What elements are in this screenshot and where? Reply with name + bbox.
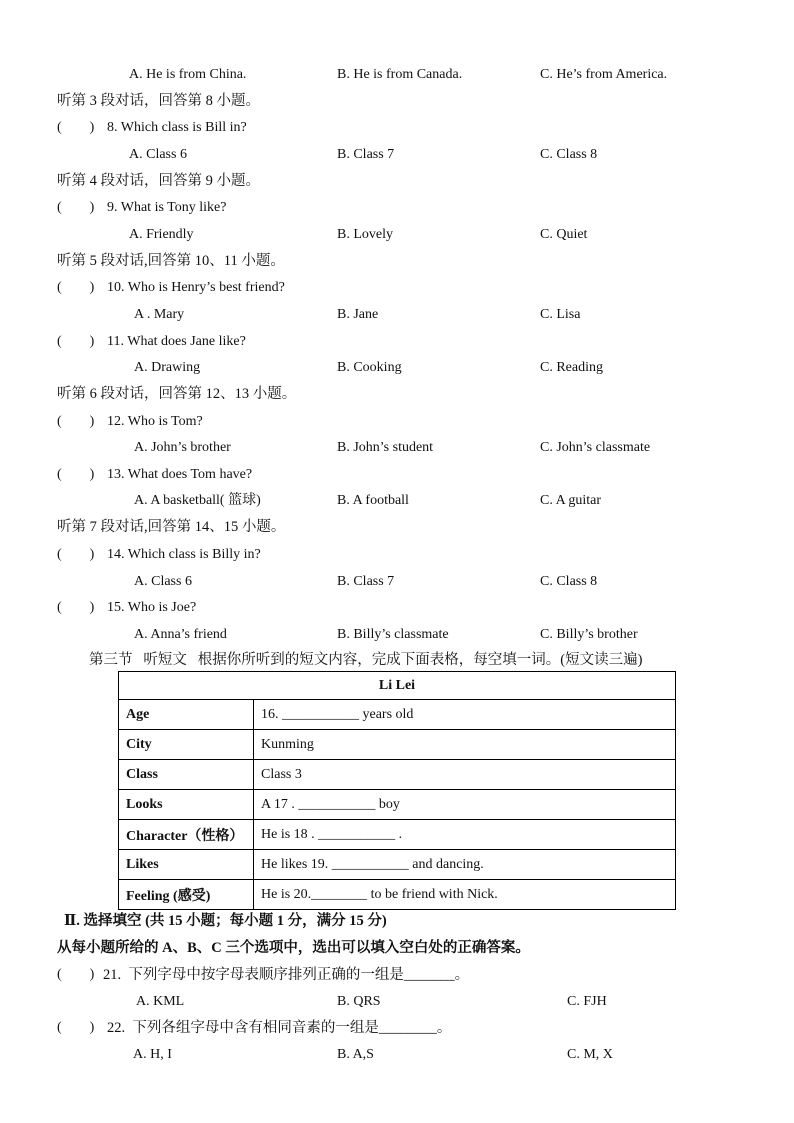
row-key: Class [119,760,254,790]
option-a: A. Friendly [129,227,194,242]
answer-blank: ( ) [57,967,95,982]
question-text: 14. Which class is Billy in? [107,547,261,562]
option-b: B. A football [337,493,409,508]
row-value: He is 20.________ to be friend with Nick. [254,880,676,910]
option-c: C. M, X [567,1047,613,1062]
question-text: 8. Which class is Bill in? [107,120,247,135]
table-row [119,790,676,820]
table-header: Li Lei [119,672,676,700]
option-a: A. John’s brother [134,440,231,455]
row-key: Character（性格） [119,820,254,850]
answer-blank: ( ) [57,120,95,135]
section-heading: 听第 6 段对话，回答第 12、13 小题。 [57,386,297,402]
option-b: B. Cooking [337,360,402,375]
option-b: B. Jane [337,307,379,322]
section-heading: 听第 5 段对话,回答第 10、11 小题。 [57,253,285,269]
answer-blank: ( ) [57,334,95,349]
answer-blank: ( ) [57,547,95,562]
option-c: C. A guitar [540,493,602,508]
option-c: C. Quiet [540,227,588,242]
question-text: 10. Who is Henry’s best friend? [107,280,285,295]
row-key: Feeling (感受) [119,880,254,910]
option-b: B. A,S [337,1047,374,1062]
option-c: C. John’s classmate [540,440,651,455]
option-c: C. Class 8 [540,574,598,589]
question-text: 15. Who is Joe? [107,600,197,615]
option-a: A. H, I [133,1047,172,1062]
table-row [119,760,676,790]
option-a: A. Drawing [134,360,201,375]
option-c: C. Billy’s brother [540,627,638,642]
row-value: Kunming [254,730,676,760]
option-b: B. Billy’s classmate [337,627,449,642]
q7-option-b: B. He is from Canada. [337,67,463,82]
question-text: 9. What is Tony like? [107,200,227,215]
option-b: B. Class 7 [337,147,395,162]
answer-blank: ( ) [57,600,95,615]
row-value: Class 3 [254,760,676,790]
section-heading: 听第 4 段对话，回答第 9 小题。 [57,173,260,189]
table-row [119,850,676,880]
row-value: He is 18 . ___________ . [254,820,676,850]
row-value: A 17 . ___________ boy [254,790,676,820]
option-a: A. Class 6 [134,574,192,589]
q7-option-a: A. He is from China. [129,67,247,82]
question-text: 11. What does Jane like? [107,334,246,349]
answer-blank: ( ) [57,280,95,295]
option-a: A. Class 6 [129,147,187,162]
question-text: 12. Who is Tom? [107,414,203,429]
answer-blank: ( ) [57,1020,95,1035]
option-c: C. Class 8 [540,147,598,162]
table-row [119,880,676,910]
answer-blank: ( ) [57,200,95,215]
question-text: 21. 下列字母中按字母表顺序排列正确的一组是_______。 [103,967,470,983]
option-b: B. John’s student [337,440,434,455]
section-heading: 听第 7 段对话,回答第 14、15 小题。 [57,519,286,535]
option-a: A. KML [136,994,185,1009]
option-a: A . Mary [134,307,185,322]
row-key: Looks [119,790,254,820]
option-c: C. Reading [540,360,603,375]
table-row [119,730,676,760]
option-b: B. QRS [337,994,381,1009]
section-heading: 听第 3 段对话，回答第 8 小题。 [57,93,260,109]
info-table [118,671,676,910]
part3-title: 第三节 听短文 根据你所听到的短文内容，完成下面表格，每空填一词。(短文读三遍) [89,652,643,668]
answer-blank: ( ) [57,414,95,429]
q7-option-c: C. He’s from America. [540,67,668,82]
row-value: He likes 19. ___________ and dancing. [254,850,676,880]
option-b: B. Class 7 [337,574,395,589]
option-c: C. Lisa [540,307,581,322]
question-text: 22. 下列各组字母中含有相同音素的一组是________。 [107,1020,452,1036]
answer-blank: ( ) [57,467,95,482]
part2-instructions: 从每小题所给的 A、B、C 三个选项中，选出可以填入空白处的正确答案。 [57,940,530,956]
option-a: A. Anna’s friend [134,627,227,642]
row-key: City [119,730,254,760]
option-c: C. FJH [567,994,607,1009]
table-row [119,700,676,730]
part2-title: Ⅱ. 选择填空 (共 15 小题；每小题 1 分，满分 15 分) [64,913,387,929]
row-value: 16. ___________ years old [254,700,676,730]
row-key: Likes [119,850,254,880]
option-a: A. A basketball( 篮球) [134,493,261,508]
option-b: B. Lovely [337,227,393,242]
table-row [119,820,676,850]
row-key: Age [119,700,254,730]
question-text: 13. What does Tom have? [107,467,253,482]
